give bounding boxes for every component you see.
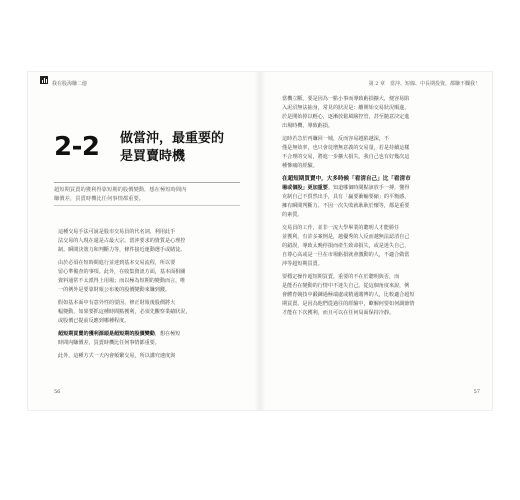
body-text-line: 沖等超短期買賣。: [282, 261, 323, 267]
intro-rule-top: [54, 182, 240, 183]
body-text-line: 自尊心高或是一旦在市場虧損就會激動的人，不適合做當: [282, 252, 410, 258]
body-text-line: 種慘痛的經驗。: [282, 163, 318, 169]
body-text-line: 在超短期買賣中，大多時候「看清自己」比「看清市: [282, 176, 411, 182]
bold-emphasis: 超短期買賣的獲利源頭是超短期的股價變動: [58, 331, 155, 337]
bold-emphasis: 場或個股」更加重要: [282, 185, 328, 191]
body-text-line: 或股價已提前反應到哪種程度。: [58, 318, 130, 324]
body-text-line: 不合理的交易，將進一步擴大損失。我自己也有好幾次這: [282, 154, 410, 160]
body-text-line: 由於必須在短時間進行並達到基本交易流程，所以要: [58, 260, 176, 266]
body-text-line: 並獲利，有許多案例是，越優秀的人反而越無法認清自己: [282, 234, 410, 240]
book-logo-icon: [40, 76, 48, 84]
body-text-line: 場或個股」更加重要。知道哪個時間點該放手一搏，懂得: [282, 185, 410, 191]
section-number: 2-2: [54, 132, 100, 162]
running-head-right: 第 2 章 當沖、短線、中長期投資，都賺不爛我！: [368, 81, 480, 87]
body-text-line: 當機立斷。要是因為一點小事而導致虧損擴大，便容易陷: [282, 96, 410, 102]
body-text-line: 資料通常不太派得上用場；而以極為短期的變動而言，唯: [58, 278, 186, 284]
body-text-line: 幅變動，如果要抓這種時間點獲利，必須先觀察業績狀況，: [58, 309, 191, 315]
body-text-line: 期買賣。是因為他們從過往的經驗中，瞭解何要如何調節情: [282, 301, 415, 307]
intro-line: 超短期買賣的獲利得靠短期的股價變動，想在極短時間內: [54, 187, 187, 193]
body-text-line: 時間內賺價差，買賣時機比任何事情都重要。: [58, 340, 160, 346]
body-text-line: 克制自己不貿然出手，具有「贏要衝輸要縮」的平衡感，: [282, 194, 410, 200]
body-text-line: 的錯誤，導致太晚停損而產生致命損失，或是迷失自己，: [282, 243, 410, 249]
page-number-left: 56: [54, 389, 61, 395]
right-body-text: [282, 95, 460, 318]
body-text-line: 這時若急於再賺回一城，反而容易越陷越深，不: [282, 136, 389, 142]
body-text-line: 這種交易手法可說是股市交易員的代名詞，利用此手: [58, 229, 176, 235]
body-text-line: 超短期買賣的獲利源頭是超短期的股價變動，想在極短: [58, 331, 181, 337]
running-head-left: 我在股海賺二億: [52, 81, 88, 87]
left-body-text: [58, 228, 236, 361]
body-text-line: 法交易的人現在還是占最大宗。當沖要求的資質是心理控: [58, 238, 186, 244]
body-text-line: 僅是無效率，也只會徒增無意義的交易量，若是持續這樣: [282, 145, 410, 151]
body-text-line: 留心準備查的事項。此外，在收集資訊方面，基本面相關: [58, 269, 186, 275]
body-text-line: 是能否在變動的行情中不迷失自己。從這個角度來說，例: [282, 283, 410, 289]
book-spread: [28, 72, 492, 410]
body-text-line: 擁有瞬間判斷力、不因一次失敗就耿耿於懷等，都是重要: [282, 203, 410, 209]
body-text-line: 一的例外是要靠財報公布後的股價變動來賺到錢。: [58, 287, 171, 293]
body-text-line: 會體育競技中鍛鍊過極端處或精通賭博的人，比較適合超短: [282, 292, 415, 298]
right-page: [260, 72, 492, 410]
intro-line: 賺價差，買賣時機比任何事情都重要。: [54, 195, 145, 202]
section-title-line-2: 是買賣時機: [120, 149, 186, 164]
body-text-line: 交易員的工作，並非一流大學畢業的聰明人才能勝任: [282, 225, 400, 231]
page-number-right: 57: [473, 389, 480, 395]
section-title: [120, 130, 224, 166]
body-text-line: 入泥沼無法抽身，常見的狀況是：離開始交易狀況順遂，: [282, 105, 410, 111]
section-intro: [54, 186, 240, 203]
body-text-line: 的素質。: [282, 212, 303, 218]
body-text-line: 假如基本面中有意外性的要因，修正財報後股價將大: [58, 300, 176, 306]
section-title-line-1: 做當沖，最重要的: [120, 131, 225, 146]
body-text-line: 此外，這種方式一天內會頻繁交易，所以講究速度與: [58, 353, 176, 359]
left-page: [28, 72, 260, 410]
body-text-line: 出場時機，導致虧損。: [282, 123, 333, 129]
body-text-line: 要穩定操作超短期買賣，重要的不在於聰明與否，而: [282, 274, 400, 280]
intro-rule-bottom: [54, 205, 240, 206]
body-text-line: 制、瞬間決策力和判斷力等，條件接近運動選手或賭徒。: [58, 247, 186, 253]
body-text-line: 於是開始掉以輕心，逐漸放鬆風險控管，甚至隨意決定進: [282, 114, 410, 120]
body-text-line: 才能在下次獲利，而且可以在任何局面保持冷靜。: [282, 310, 395, 316]
